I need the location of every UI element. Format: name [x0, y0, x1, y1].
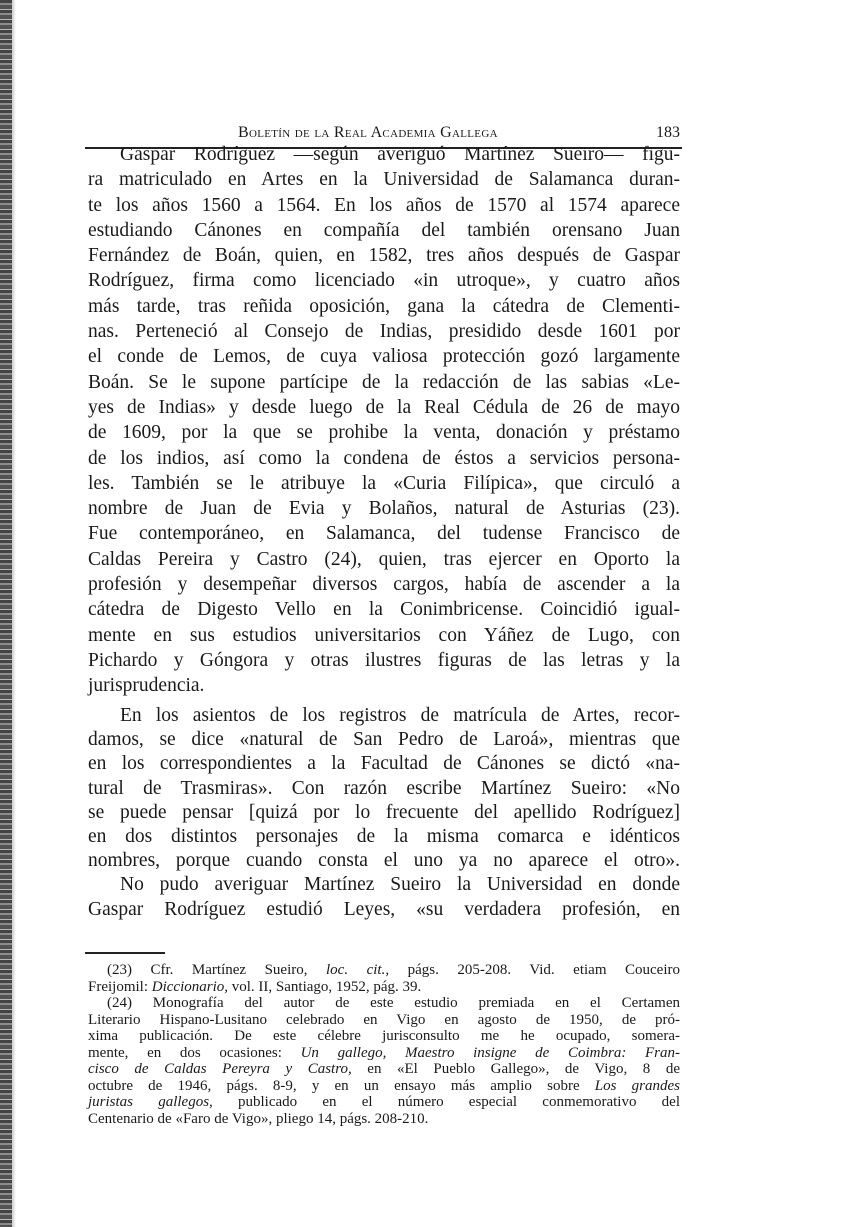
page-number: 183: [656, 124, 680, 141]
text-segment: Centenario de «Faro de Vigo», pliego 14, págs. 208-210.: [88, 1110, 429, 1127]
text-segment: de 1609, por la que se prohibe la venta, donación y préstamo: [88, 422, 680, 444]
text-segment: No pudo averiguar Martínez Sueiro la Universidad en donde: [120, 874, 680, 896]
text-segment: en «El Pueblo Gallego», de Vigo, 8 de: [351, 1061, 680, 1077]
text-segment: publicado en el número especial conmemorativo del: [212, 1094, 680, 1110]
italic-text: Los grandes: [594, 1077, 681, 1094]
text-segment: profesión y desempeñar diversos cargos, había de ascender a la: [88, 574, 680, 596]
text-line: [88, 268, 680, 293]
text-segment: Literario Hispano-Lusitano celebrado en Vigo en agosto de 1950, de pró-: [88, 1011, 680, 1028]
text-line: [88, 193, 680, 218]
footnote-line: [88, 1028, 680, 1045]
footnote-line: [88, 1111, 680, 1128]
text-segment: xima publicación. De este célebre jurisconsulto me he ocupado, somera-: [88, 1028, 680, 1044]
text-segment: les. También se le atribuye la «Curia Filípica», que circuló a: [88, 472, 680, 494]
text-line: [88, 572, 680, 597]
text-line: [88, 167, 680, 192]
text-segment: Gaspar Rodríguez estudió Leyes, «su verdadera profesión, en: [88, 898, 680, 920]
text-segment: (24) Monografía del autor de este estudio premiada en el Certamen: [107, 995, 680, 1011]
text-segment: yes de Indias» y desde luego de la Real Cédula de 26 de mayo: [88, 396, 680, 418]
footnote-line: [88, 979, 680, 996]
italic-text: cisco de Caldas Pereyra y Castro,: [88, 1061, 352, 1077]
footnotes: [88, 962, 680, 1127]
text-line: [88, 294, 680, 319]
text-segment: nombre de Juan de Evia y Bolaños, natural de Asturias (23).: [88, 498, 680, 520]
text-line: [88, 597, 680, 622]
text-line: [88, 873, 680, 897]
text-segment: ra matriculado en Artes en la Universidad de Salamanca duran-: [88, 169, 680, 191]
text-segment: damos, se dice «natural de San Pedro de Laroá», mientras que: [88, 729, 680, 751]
footnote-line: [88, 995, 680, 1012]
footnote-line: [88, 1061, 680, 1078]
text-segment: mente en sus estudios universitarios con Yáñez de Lugo, con: [88, 624, 680, 646]
text-line: [88, 801, 680, 825]
text-segment: Rodríguez, firma como licenciado «in utroque», y cuatro años: [88, 270, 680, 292]
text-segment: Fue contemporáneo, en Salamanca, del tudense Francisco de: [88, 523, 680, 545]
footnote-rule: [85, 952, 165, 954]
text-segment: octubre de 1946, págs. 8-9, y en un ensayo más amplio sobre: [88, 1077, 595, 1094]
text-line: [88, 752, 680, 776]
text-segment: Freijomil:: [88, 978, 152, 995]
text-line: [88, 344, 680, 369]
text-line: [88, 243, 680, 268]
footnote-line: [88, 1094, 680, 1111]
text-segment: cátedra de Digesto Vello en la Conimbricense. Coincidió igual-: [88, 599, 680, 621]
text-segment: Fernández de Boán, quien, en 1582, tres años después de Gaspar: [88, 245, 680, 267]
text-line: [88, 898, 680, 922]
text-line: [88, 825, 680, 849]
text-segment: Pichardo y Góngora y otras ilustres figuras de las letras y la: [88, 649, 680, 671]
italic-text: loc. cit.,: [326, 962, 390, 978]
text-line: [88, 849, 680, 873]
text-line: [88, 420, 680, 445]
text-segment: en los correspondientes a la Facultad de Cánones se dictó «na-: [88, 753, 680, 775]
text-line: [88, 728, 680, 752]
text-segment: (23) Cfr. Martínez Sueiro,: [107, 962, 326, 978]
text-segment: de los indios, así como la condena de éstos a servicios persona-: [88, 447, 680, 469]
text-segment: el conde de Lemos, de cuya valiosa protección gozó largamente: [88, 346, 680, 368]
footnote-line: [88, 1078, 680, 1095]
text-line: [88, 370, 680, 395]
footnote-line: [88, 1045, 680, 1062]
italic-text: juristas gallegos,: [88, 1094, 213, 1110]
text-segment: mente, en dos ocasiones:: [88, 1044, 301, 1061]
text-line: [88, 673, 680, 698]
text-line: [88, 547, 680, 572]
text-line: [88, 777, 680, 801]
text-segment: nas. Perteneció al Consejo de Indias, presidido desde 1601 por: [88, 321, 680, 343]
footnote-line: [88, 1012, 680, 1029]
text-line: [88, 471, 680, 496]
text-line: [88, 319, 680, 344]
paragraph-1: [88, 142, 680, 699]
text-segment: tural de Trasmiras». Con razón escribe Martínez Sueiro: «No: [88, 777, 680, 799]
text-segment: jurisprudencia.: [88, 675, 205, 697]
text-segment: nombres, porque cuando consta el uno ya no aparece el otro».: [88, 850, 680, 872]
text-line: [88, 704, 680, 728]
text-line: [88, 446, 680, 471]
text-line: [88, 521, 680, 546]
text-line: [88, 395, 680, 420]
paragraphs-2-3: [88, 704, 680, 922]
text-segment: se puede pensar [quizá por lo frecuente del apellido Rodríguez]: [88, 801, 680, 823]
italic-text: Diccionario,: [151, 978, 228, 995]
text-segment: estudiando Cánones en compañía del también orensano Juan: [88, 219, 680, 241]
text-segment: te los años 1560 a 1564. En los años de 1570 al 1574 aparece: [88, 194, 680, 216]
text-segment: vol. II, Santiago, 1952, pág. 39.: [228, 978, 422, 995]
text-segment: En los asientos de los registros de matrícula de Artes, recor-: [120, 705, 680, 726]
scan-edge-artifact: [0, 0, 12, 1227]
italic-text: Un gallego, Maestro insigne de Coimbra: Fran-: [300, 1044, 680, 1061]
text-line: [88, 648, 680, 673]
text-segment: págs. 205-208. Vid. etiam Couceiro: [389, 962, 680, 978]
text-segment: Caldas Pereira y Castro (24), quien, tras ejercer en Oporto la: [88, 548, 680, 570]
text-segment: en dos distintos personajes de la misma comarca e idénticos: [88, 825, 680, 847]
footnote-line: [88, 962, 680, 979]
text-line: [88, 623, 680, 648]
text-segment: Boán. Se le supone partícipe de la redacción de las sabias «Le-: [88, 371, 680, 393]
text-segment: más tarde, tras reñida oposición, gana la cátedra de Clementi-: [88, 295, 680, 317]
text-line: [88, 142, 680, 167]
text-segment: Gaspar Rodríguez —según averiguó Martínez Sueiro— figu-: [120, 144, 680, 165]
running-title: Boletín de la Real Academia Gallega: [238, 124, 498, 141]
text-line: [88, 218, 680, 243]
text-line: [88, 496, 680, 521]
scan-edge-shadow: [12, 0, 16, 1227]
